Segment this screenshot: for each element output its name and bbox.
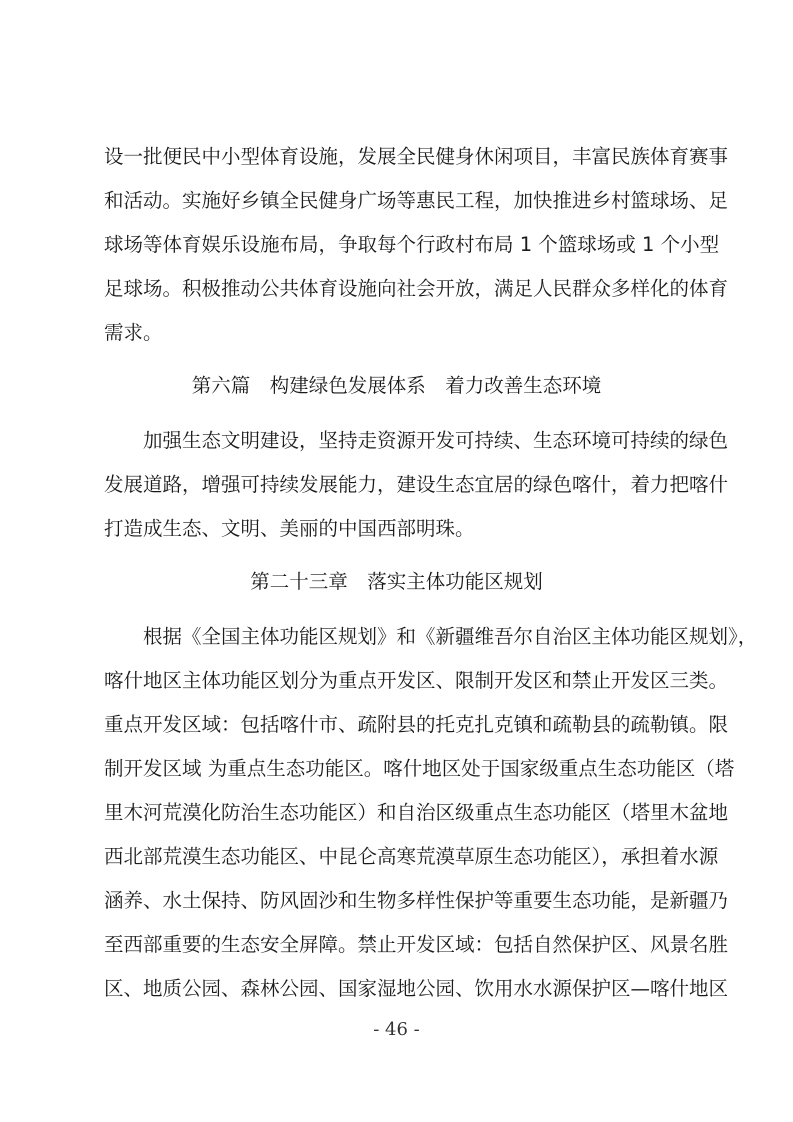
- paragraph-3-line-5: 里木河荒漠化防治生态功能区）和自治区级重点生态功能区（塔里木盆地: [104, 801, 729, 824]
- paragraph-3-line-9: 区、地质公园、森林公园、国家湿地公园、饮用水水源保护区—喀什地区: [104, 977, 729, 1000]
- paragraph-2-line-1: 加强生态文明建设，坚持走资源开发可持续、生态环境可持续的绿色: [143, 429, 729, 452]
- paragraph-3-line-7: 涵养、水土保持、防风固沙和生物多样性保护等重要生态功能，是新疆乃: [104, 889, 729, 912]
- chapter-heading: 第二十三章 落实主体功能区规划: [250, 570, 543, 593]
- paragraph-3-line-6: 西北部荒漠生态功能区、中昆仑高寒荒漠草原生态功能区），承担着水源: [104, 845, 719, 868]
- paragraph-1-line-4: 足球场。积极推动公共体育设施向社会开放，满足人民群众多样化的体育: [104, 277, 729, 300]
- paragraph-1-line-1: 设一批便民中小型体育设施，发展全民健身休闲项目，丰富民族体育赛事: [104, 145, 729, 168]
- paragraph-2-line-2: 发展道路，增强可持续发展能力，建设生态宜居的绿色喀什，着力把喀什: [104, 473, 729, 496]
- paragraph-3-line-2: 喀什地区主体功能区划分为重点开发区、限制开发区和禁止开发区三类。: [104, 669, 729, 692]
- paragraph-1-line-5: 需求。: [104, 321, 163, 344]
- paragraph-3-line-4: 制开发区域 为重点生态功能区。喀什地区处于国家级重点生态功能区（塔: [104, 757, 735, 780]
- paragraph-3-line-3: 重点开发区域：包括喀什市、疏附县的托克扎克镇和疏勒县的疏勒镇。限: [104, 713, 729, 736]
- paragraph-1-line-2: 和活动。实施好乡镇全民健身广场等惠民工程，加快推进乡村篮球场、足: [104, 189, 729, 212]
- paragraph-2-line-3: 打造成生态、文明、美丽的中国西部明珠。: [104, 517, 475, 540]
- paragraph-1-line-3: 球场等体育娱乐设施布局，争取每个行政村布局 1 个篮球场或 1 个小型: [104, 233, 720, 256]
- page-number: - 46 -: [373, 1019, 420, 1040]
- part-heading: 第六篇 构建绿色发展体系 着力改善生态环境: [191, 374, 602, 397]
- paragraph-3-line-1: 根据《全国主体功能区规划》和《新疆维吾尔自治区主体功能区规划》，: [143, 625, 758, 648]
- paragraph-3-line-8: 至西部重要的生态安全屏障。禁止开发区域：包括自然保护区、风景名胜: [104, 933, 729, 956]
